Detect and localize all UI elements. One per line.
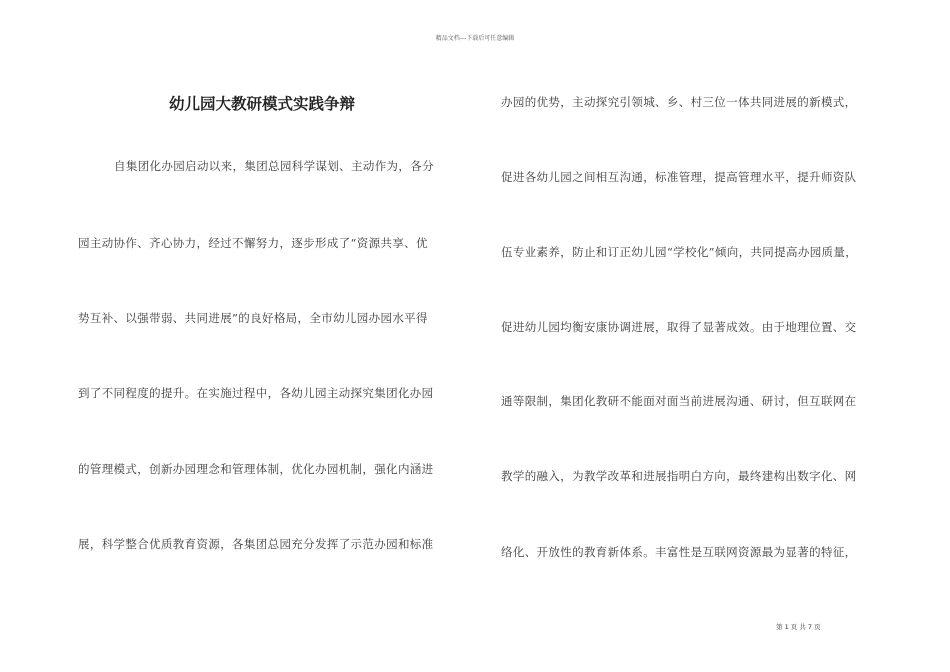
- paragraph-line: 自集团化办园启动以来，集团总园科学谋划、主动作为，各分: [114, 159, 434, 173]
- paragraph-line: 到了不同程度的提升。在实施过程中，各幼儿园主动探究集团化办园: [78, 386, 434, 400]
- paragraph-line: 促进各幼儿园之间相互沟通，标准管理，提高管理水平，提升师资队: [501, 170, 857, 184]
- paragraph-line: 络化、开放性的教育新体系。丰富性是互联网资源最为显著的特征，: [501, 545, 857, 559]
- paragraph-line: 园主动协作、齐心协力，经过不懈努力，逐步形成了“资源共享、优: [78, 236, 428, 250]
- paragraph-line: 势互补、以强带弱、共同进展”的良好格局，全市幼儿园办园水平得: [78, 311, 428, 325]
- paragraph-line: 展，科学整合优质教育资源，各集团总园充分发挥了示范办园和标准: [78, 537, 434, 551]
- document-title: 幼儿园大教研模式实践争辩: [168, 95, 355, 113]
- paragraph-line: 促进幼儿园均衡安康协调进展，取得了显著成效。由于地理位置、交: [501, 320, 857, 334]
- paragraph-line: 教学的融入，为教学改革和进展指明白方向，最终建构出数字化、网: [501, 469, 857, 483]
- paragraph-line: 通等限制，集团化教研不能面对面当前进展沟通、研讨，但互联网在: [501, 394, 857, 408]
- paragraph-line: 办园的优势，主动探究引领城、乡、村三位一体共同进展的新模式，: [501, 95, 857, 109]
- paragraph-line: 伍专业素养，防止和订正幼儿园“学校化”倾向，共同提高办园质量，: [501, 245, 858, 259]
- header-note: 精品文档---下载后可任意编辑: [435, 35, 515, 42]
- page-indicator: 第 1 页 共 7 页: [776, 623, 821, 631]
- paragraph-line: 的管理模式，创新办园理念和管理体制，优化办园机制，强化内涵进: [78, 462, 434, 476]
